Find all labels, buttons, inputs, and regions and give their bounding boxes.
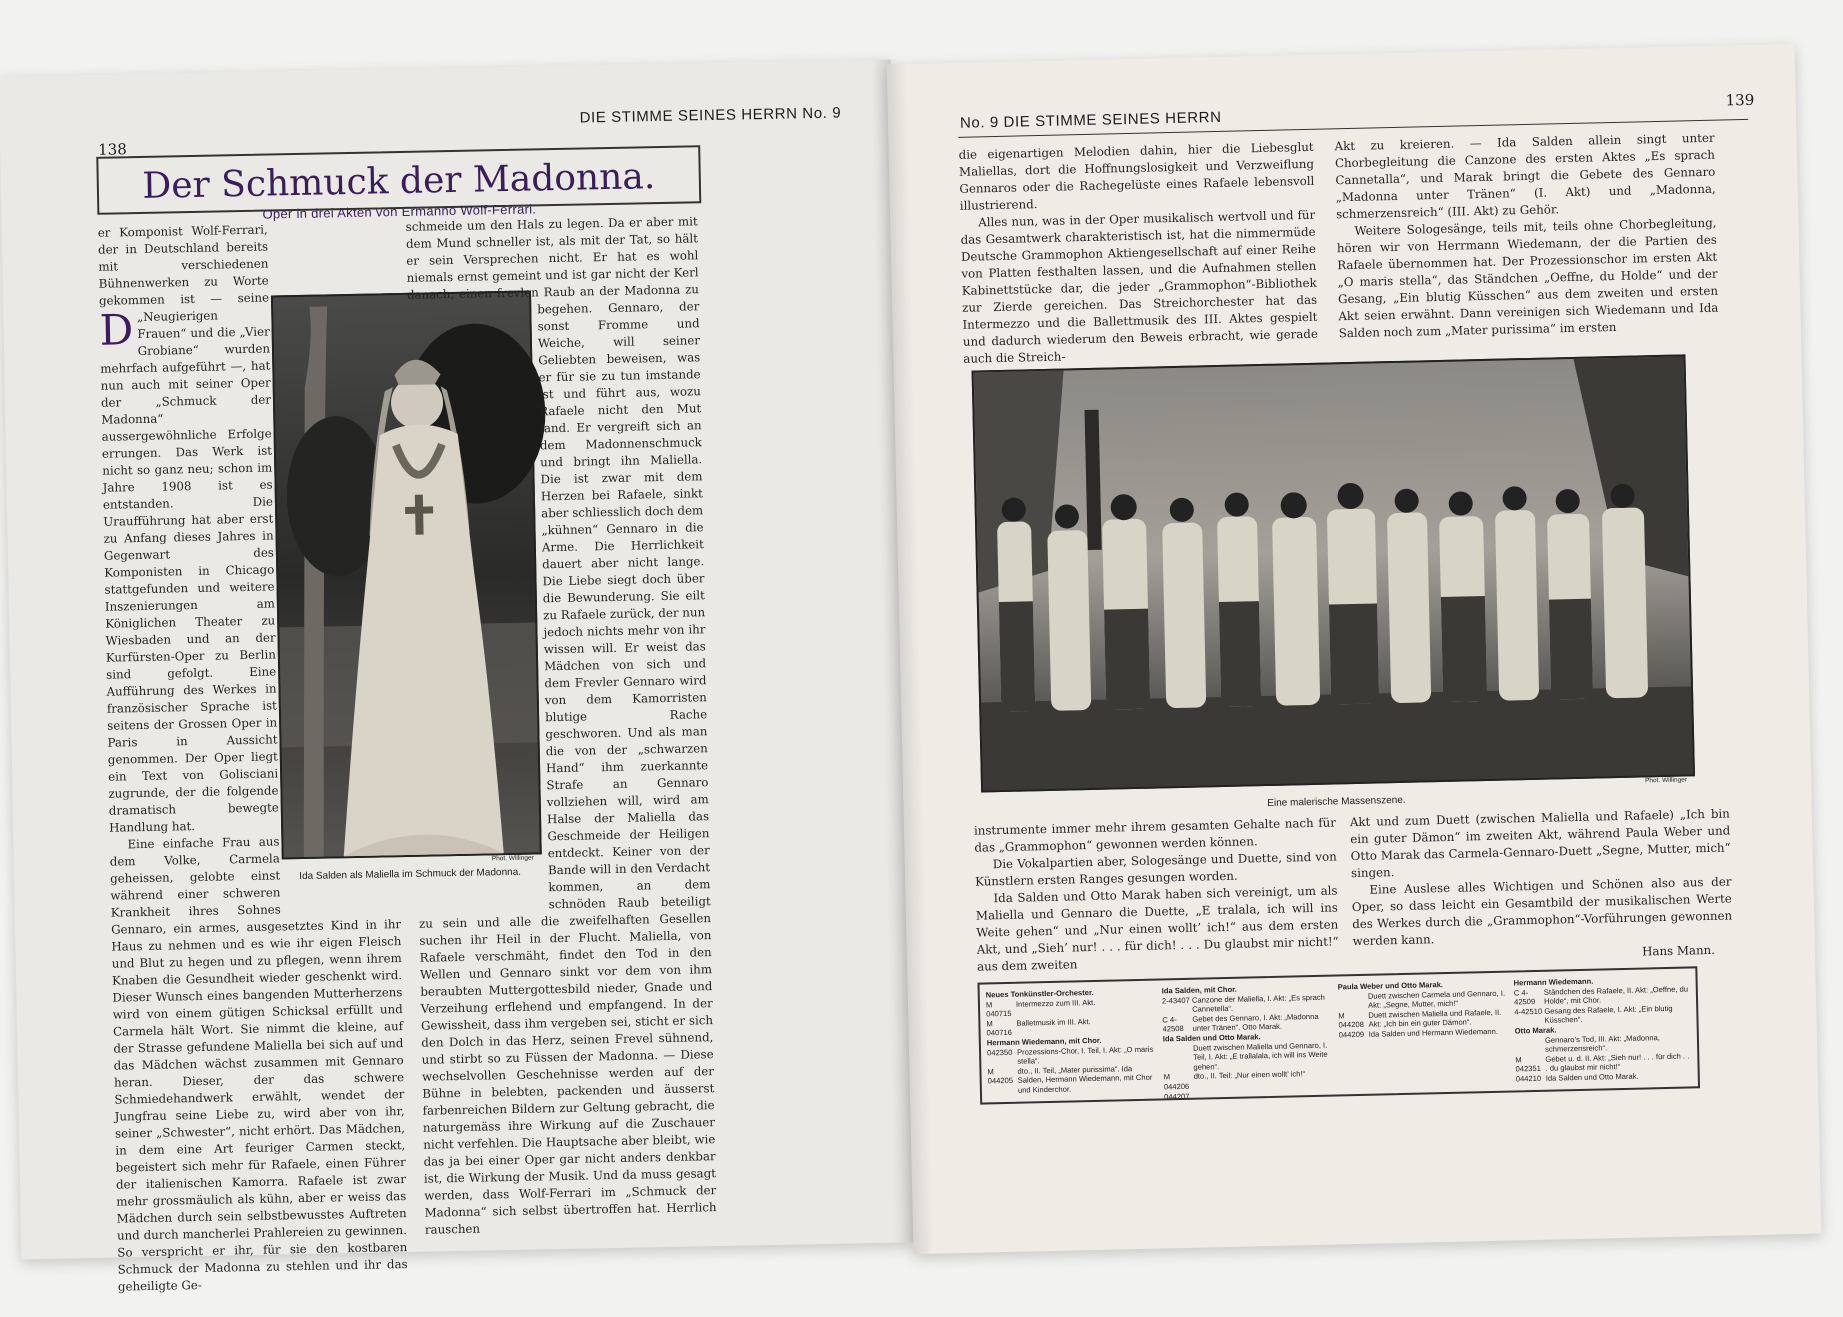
running-head: DIE STIMME SEINES HERRN No. 9 bbox=[579, 104, 842, 127]
article-column-1-bottom bbox=[974, 814, 1339, 972]
record-entry bbox=[986, 1015, 1156, 1038]
record-catalog-number: 044210 bbox=[1515, 1073, 1542, 1084]
drop-cap: D bbox=[99, 305, 134, 355]
record-description: Duett zwischen Maliella und Gennaro, I. Teil, I. Akt: „E trallalala, ich will ins Weite gehen“. bbox=[1192, 1040, 1328, 1072]
article-paragraph: Die Vokalpartien aber, Sologesänge und Duette, sind von Künstlern ersten Ranges gesungen worden. bbox=[975, 849, 1337, 889]
article-column-2-bottom bbox=[1350, 806, 1733, 965]
left-page bbox=[0, 60, 913, 1294]
record-description: Canzone der Maliella, I. Akt: „Es sprach Cannetella“. bbox=[1191, 992, 1325, 1014]
record-entry bbox=[1514, 1003, 1690, 1026]
record-description: Gebet u. d. II. Akt: „Sieh nur! . . . für dich . . . du glaubst mir nicht!“ bbox=[1545, 1051, 1690, 1074]
record-catalog-number: 4-42510 bbox=[1514, 1006, 1543, 1017]
record-catalog-number: M 044205 bbox=[987, 1067, 1014, 1086]
float-spacer-top bbox=[268, 219, 390, 306]
photo-caption: Eine malerische Massenszene. bbox=[1267, 794, 1406, 810]
record-catalog-number: M 040715 bbox=[985, 999, 1012, 1019]
record-entry bbox=[987, 1063, 1158, 1096]
record-listing bbox=[977, 966, 1700, 1104]
article-paragraph: D er Komponist Wolf-Ferrari, der in Deutschland bereits mit verschiedenen Bühnenwerken zu Worte gekommen ist — seine „Neugierigen Frauen“ und die „Vier Grobiane“ wurden mehrfach aufgeführt —, hat nun auch mit seiner Oper der „Schmuck der Madonna“ aussergewöhnliche Erfolge errungen. Das Werk ist nicht so ganz neu; schon im Jahre 1908 ist es entstanden. Die Uraufführung hat aber erst zu Anfang dieses Jahres in Gegenwart des Komponisten in Chicago stattgefunden und weitere Inszenierungen am Königlichen Theater zu Wiesbaden und an der Kurfürsten-Oper zu Berlin sind gefolgt. Eine Aufführung des Werkes in französischer Sprache ist seitens der Grossen Oper in Paris in Aussicht genommen. Der Oper liegt ein Text von Golisciani zugrunde, der die folgende dramatisch bewegte Handlung hat. bbox=[97, 222, 279, 835]
record-group-heading: Otto Marak. bbox=[1514, 1025, 1557, 1036]
record-description: dto., II. Teil, „Mater purissima“. Ida Salden, Hermann Wiedemann, mit Chor und Kinderchor. bbox=[1017, 1063, 1153, 1095]
record-column-2 bbox=[1162, 983, 1335, 1102]
record-description: Gebet des Gennaro, I. Akt: „Madonna unter Tränen“. Otto Marak. bbox=[1192, 1011, 1319, 1034]
article-column-2 bbox=[405, 213, 717, 1237]
article-paragraph: Alles nun, was in der Oper musikalisch wertvoll und für das Gesamtwerk charakteristisch ist, hat die nimmermüde Deutsche Grammophon Aktiengesellschaft auf einer Reihe von Platten festhalten lassen, und die Aufnahmen stellen Kabinettstücke dar, die jeder „Grammophon“-Bibliothek zur Zierde gereichen. Das Streichorchester hat das Intermezzo und die Ballettmusik des III. Aktes gespielt und dadurch wiederum den Beweis erbracht, wie gerade auch die Streich- bbox=[960, 207, 1318, 366]
record-group-heading: Hermann Wiedemann, mit Chor. bbox=[986, 1035, 1102, 1048]
record-catalog-number: M 040716 bbox=[986, 1019, 1013, 1038]
record-group-heading: Ida Salden und Otto Marak. bbox=[1162, 1032, 1261, 1044]
float-spacer-photo bbox=[407, 301, 549, 909]
record-entry bbox=[1163, 1040, 1334, 1073]
record-description: Duett zwischen Maliella und Rafaele, II. Akt: „Ich bin ein guter Dämon“. bbox=[1368, 1007, 1502, 1030]
ensemble-photo bbox=[972, 354, 1695, 792]
record-catalog-number: M 044206 bbox=[1163, 1072, 1190, 1092]
right-page bbox=[887, 44, 1822, 1254]
record-description: Duett zwischen Carmela und Gennaro, I. Akt: „Segne, Mutter, mich!“ bbox=[1367, 988, 1506, 1010]
photo-credit: Phot. Willinger bbox=[1644, 776, 1688, 785]
record-column-4 bbox=[1514, 974, 1692, 1083]
record-catalog-number: 2-43407 bbox=[1161, 995, 1190, 1006]
record-description: Ida Salden und Otto Marak. bbox=[1545, 1071, 1639, 1083]
article-paragraph: Akt und zum Duett (zwischen Maliella und Rafaele) „Ich bin ein guter Dämon“ im zweiten Akt, während Paula Weber und Otto Marak das Carmela-Gennaro-Duett „Segne, Mutter, mich“ singen. bbox=[1349, 806, 1731, 881]
page-number: 138 bbox=[97, 140, 127, 159]
article-column-2-top bbox=[1334, 130, 1719, 357]
record-catalog-number: 042350 bbox=[986, 1047, 1013, 1057]
record-description: Ständchen des Rafaele, II. Akt: „Oeffne, du Holde“, mit Chor. bbox=[1543, 984, 1689, 1006]
record-catalog-number bbox=[1515, 1035, 1545, 1055]
article-paragraph: schmeide um den Hals zu legen. Da er aber mit dem Mund schneller ist, als mit der Tat, so hält er sein Versprechen nicht. Er hat es wohl niemals ernst gemeint und ist gar nicht der Kerl danach, einen frevlen Raub an der Madonna zu begehen. Gennaro, der sonst Fromme und Weiche, will seiner Geliebten beweisen, was er für sie zu tun imstande ist und führt aus, wozu Rafaele nicht den Mut fand. Er vergreift sich an dem Madonnenschmuck und bringt ihn Maliella. Die ist zwar mit dem Herzen bei Rafaele, sinkt aber schliesslich doch dem „kühnen“ Gennaro in die Arme. Die Herrlichkeit dauert aber nicht lange. Die Liebe siegt doch über die Bewunderung. Sie eilt zu Rafaele zurück, der nun jedoch nichts mehr von ihr wissen will. Er weist das Mädchen von sich und dem Frevler Gennaro wird von dem Kamorristen blutige Rache geschworen. Und als man die von der „schwarzen Hand“ ihm zuerkannte Strafe an Gennaro vollziehen will, wird am Halse der Maliella das Geschmeide der Heiligen entdeckt. Keiner von der Bande will in den Verdacht kommen, an dem schnöden Raub beteiligt zu sein und alle die zweifelhaften Gesellen suchen ihr Heil in der Flucht. Maliella, von Rafaele verschmäht, findet den Tod in den Wellen und Gennaro sinkt vor dem von ihm beraubten Muttergottesbild nieder, Gnade und Verzeihung erflehend und empfangend. In der Gewissheit, dass ihm vergeben sei, sticht er sich den Dolch in das Herz, seinen Frevel sühnend, und stirbt so zu Füssen der Madonna. — Diese wechselvollen Geschehnisse werden auf der Bühne in belebten, packenden und äusserst farbenreichen Bildern zur Geltung gebracht, die naturgemäss ihre Wirkung auf die Zuschauer nicht verfehlen. Die Hauptsache aber bleibt, wie das ja bei einer Oper gar nicht anders denkbar ist, die Wirkung der Musik. Und da muss gesagt werden, dass Wolf-Ferrari im „Schmuck der Madonna“ sich selbst übertroffen hat. Herrlich rauschen bbox=[405, 214, 717, 1237]
record-description: Prozessions-Chor, I. Teil, I. Akt: „O maris stella“. bbox=[1016, 1044, 1154, 1066]
running-head: No. 9 DIE STIMME SEINES HERRN bbox=[959, 108, 1222, 132]
float-spacer-photo bbox=[269, 304, 401, 912]
record-catalog-number bbox=[1338, 991, 1368, 1011]
record-group-heading: Paula Weber und Otto Marak. bbox=[1337, 980, 1444, 992]
article-subtitle: Oper in drei Akten von Ermanno Wolf-Ferrari. bbox=[262, 201, 537, 222]
article-paragraph: Eine Auslese alles Wichtigen und Schönen also aus der Oper, so dass leicht ein Gesamtbild der musikalischen Werte des Werkes durch die „Grammophon“-Vorführungen gewonnen werden kann. bbox=[1351, 874, 1733, 949]
ensemble-illustration bbox=[974, 356, 1693, 790]
record-catalog-number: M 042351 bbox=[1515, 1055, 1542, 1074]
record-group-heading: Hermann Wiedemann. bbox=[1513, 976, 1594, 988]
record-description: dto., II. Teil: „Nur einen wollt’ ich!“ bbox=[1193, 1069, 1306, 1082]
record-column-3 bbox=[1338, 979, 1509, 1040]
record-group-heading: Ida Salden, mit Chor. bbox=[1161, 984, 1237, 996]
record-description: Ida Salden und Hermann Wiedemann. bbox=[1368, 1026, 1498, 1039]
article-column-1-top bbox=[959, 139, 1319, 365]
record-catalog-number: 044209 bbox=[1338, 1029, 1365, 1040]
page-number: 139 bbox=[1725, 90, 1755, 110]
record-group-heading: Neues Tonkünstler-Orchester. bbox=[985, 987, 1094, 1000]
photo-credit: Phot. Willinger bbox=[491, 854, 534, 863]
article-paragraph: Weitere Sologesänge, teils mit, teils ohne Chorbegleitung, hören wir von Herrmann Wiedemann, der die Partien des Rafaele übernommen hat. Der Prozessionschor im ersten Akt „O maris stella“, das Ständchen „Oeffne, du Holde“ und der Gesang, „Ein blutig Küsschen“ aus dem zweiten und ersten Akt seien erwähnt. Dann vereinigen sich Wiedemann und Ida Salden noch zum „Mater purissima“ im ersten bbox=[1336, 215, 1719, 341]
record-catalog-number: M 044208 bbox=[1338, 1011, 1364, 1030]
record-description: Gesang des Rafaele, I. Akt: „Ein blutig Küsschen“. bbox=[1544, 1003, 1673, 1026]
record-description bbox=[1194, 1088, 1334, 1101]
record-description: Gennaro’s Tod, III. Akt: „Madonna, schmerzensreich“. bbox=[1544, 1032, 1660, 1054]
photo-caption: Ida Salden als Maliella im Schmuck der Madonna. bbox=[299, 866, 522, 883]
article-title: Der Schmuck der Madonna. bbox=[142, 156, 656, 207]
article-title-box bbox=[96, 145, 701, 222]
record-catalog-number bbox=[1163, 1043, 1194, 1072]
record-column-1 bbox=[986, 987, 1158, 1096]
article-paragraph: Akt zu kreieren. — Ida Salden allein singt unter Chorbegleitung die Canzone des ersten Aktes „Es sprach Cannetalla“, und Marak bringt die Gebete des Gennaro „Madonna unter Tränen“ (I. Akt) und „Madonna, schmerzensreich“ (III. Akt) zu Gehör. bbox=[1334, 130, 1716, 222]
record-catalog-number: 044207 bbox=[1164, 1091, 1190, 1101]
article-paragraph: Ida Salden und Otto Marak haben sich vereinigt, um als Maliella und Gennaro die Duette, „E tralala, ich will ins Weite gehen“ und „Nur einen wollt’ ich!“ aus dem ersten Akt, und „Sieh’ nur! . . . für dich! . . . Du glaubst mir nicht!“ aus dem zweiten bbox=[975, 883, 1339, 974]
article-paragraph: instrumente immer mehr ihrem gesamten Gehalte nach für das „Grammophon“ gewonnen werden können. bbox=[973, 815, 1337, 855]
article-paragraph: die eigenartigen Melodien dahin, hier die Liebesglut Maliellas, dort die Hoffnungslosigkeit und Verzweiflung Gennaros oder die Rachegelüste eines Rafaele lebensvoll illustrierend. bbox=[958, 139, 1315, 213]
record-description: Intermezzo zum III. Akt. bbox=[1015, 997, 1096, 1009]
record-catalog-number: C 4-42508 bbox=[1162, 1014, 1184, 1034]
article-paragraph: Eine einfache Frau aus dem Volke, Carmela geheissen, gelobte einst während einer schweren Krankheit ihres Sohnes Gennaro, ein armes, ausgesetztes Kind in ihr Haus zu nehmen und es wie ihr eigen Fleisch und Blut zu hegen und zu pflegen, wenn ihrem Knaben die Gesundheit wieder geschenkt wird. Dieser Wunsch eines bangenden Mutterherzens wird von einem gütigen Schicksal erfüllt und Carmela hält Wort. Sie nimmt die kleine, auf der Strasse gefundene Maliella bei sich auf und das Mädchen wächst zusammen mit Gennaro heran. Dieser, der das schwere Schmiedehandwerk erwählt, wendet der Jungfrau seine Liebe zu, wird aber von ihr, seiner „Schwester“, nicht erhört. Das Mädchen, in dem eine Art feuriger Carmen steckt, begeistert sich mehr für Rafaele, einen Führer der italienischen Kamorra. Rafaele ist zwar mehr grossmäulich als kühn, aber er weiss das Mädchen durch sein selbstbewusstes Auftreten und durch mancherlei Prahlereien zu gewinnen. So verspricht er ihr, für sie den kostbaren Schmuck der Madonna zu stehlen und ihr das geheiligte Ge- bbox=[109, 834, 408, 1294]
record-description: Balletmusik im III. Akt. bbox=[1016, 1016, 1091, 1028]
article-column-1 bbox=[97, 219, 408, 1294]
record-catalog-number: C 4-42509 bbox=[1513, 987, 1536, 1007]
record-entry bbox=[1162, 1011, 1332, 1034]
author-signature: Hans Mann. bbox=[1641, 942, 1716, 959]
